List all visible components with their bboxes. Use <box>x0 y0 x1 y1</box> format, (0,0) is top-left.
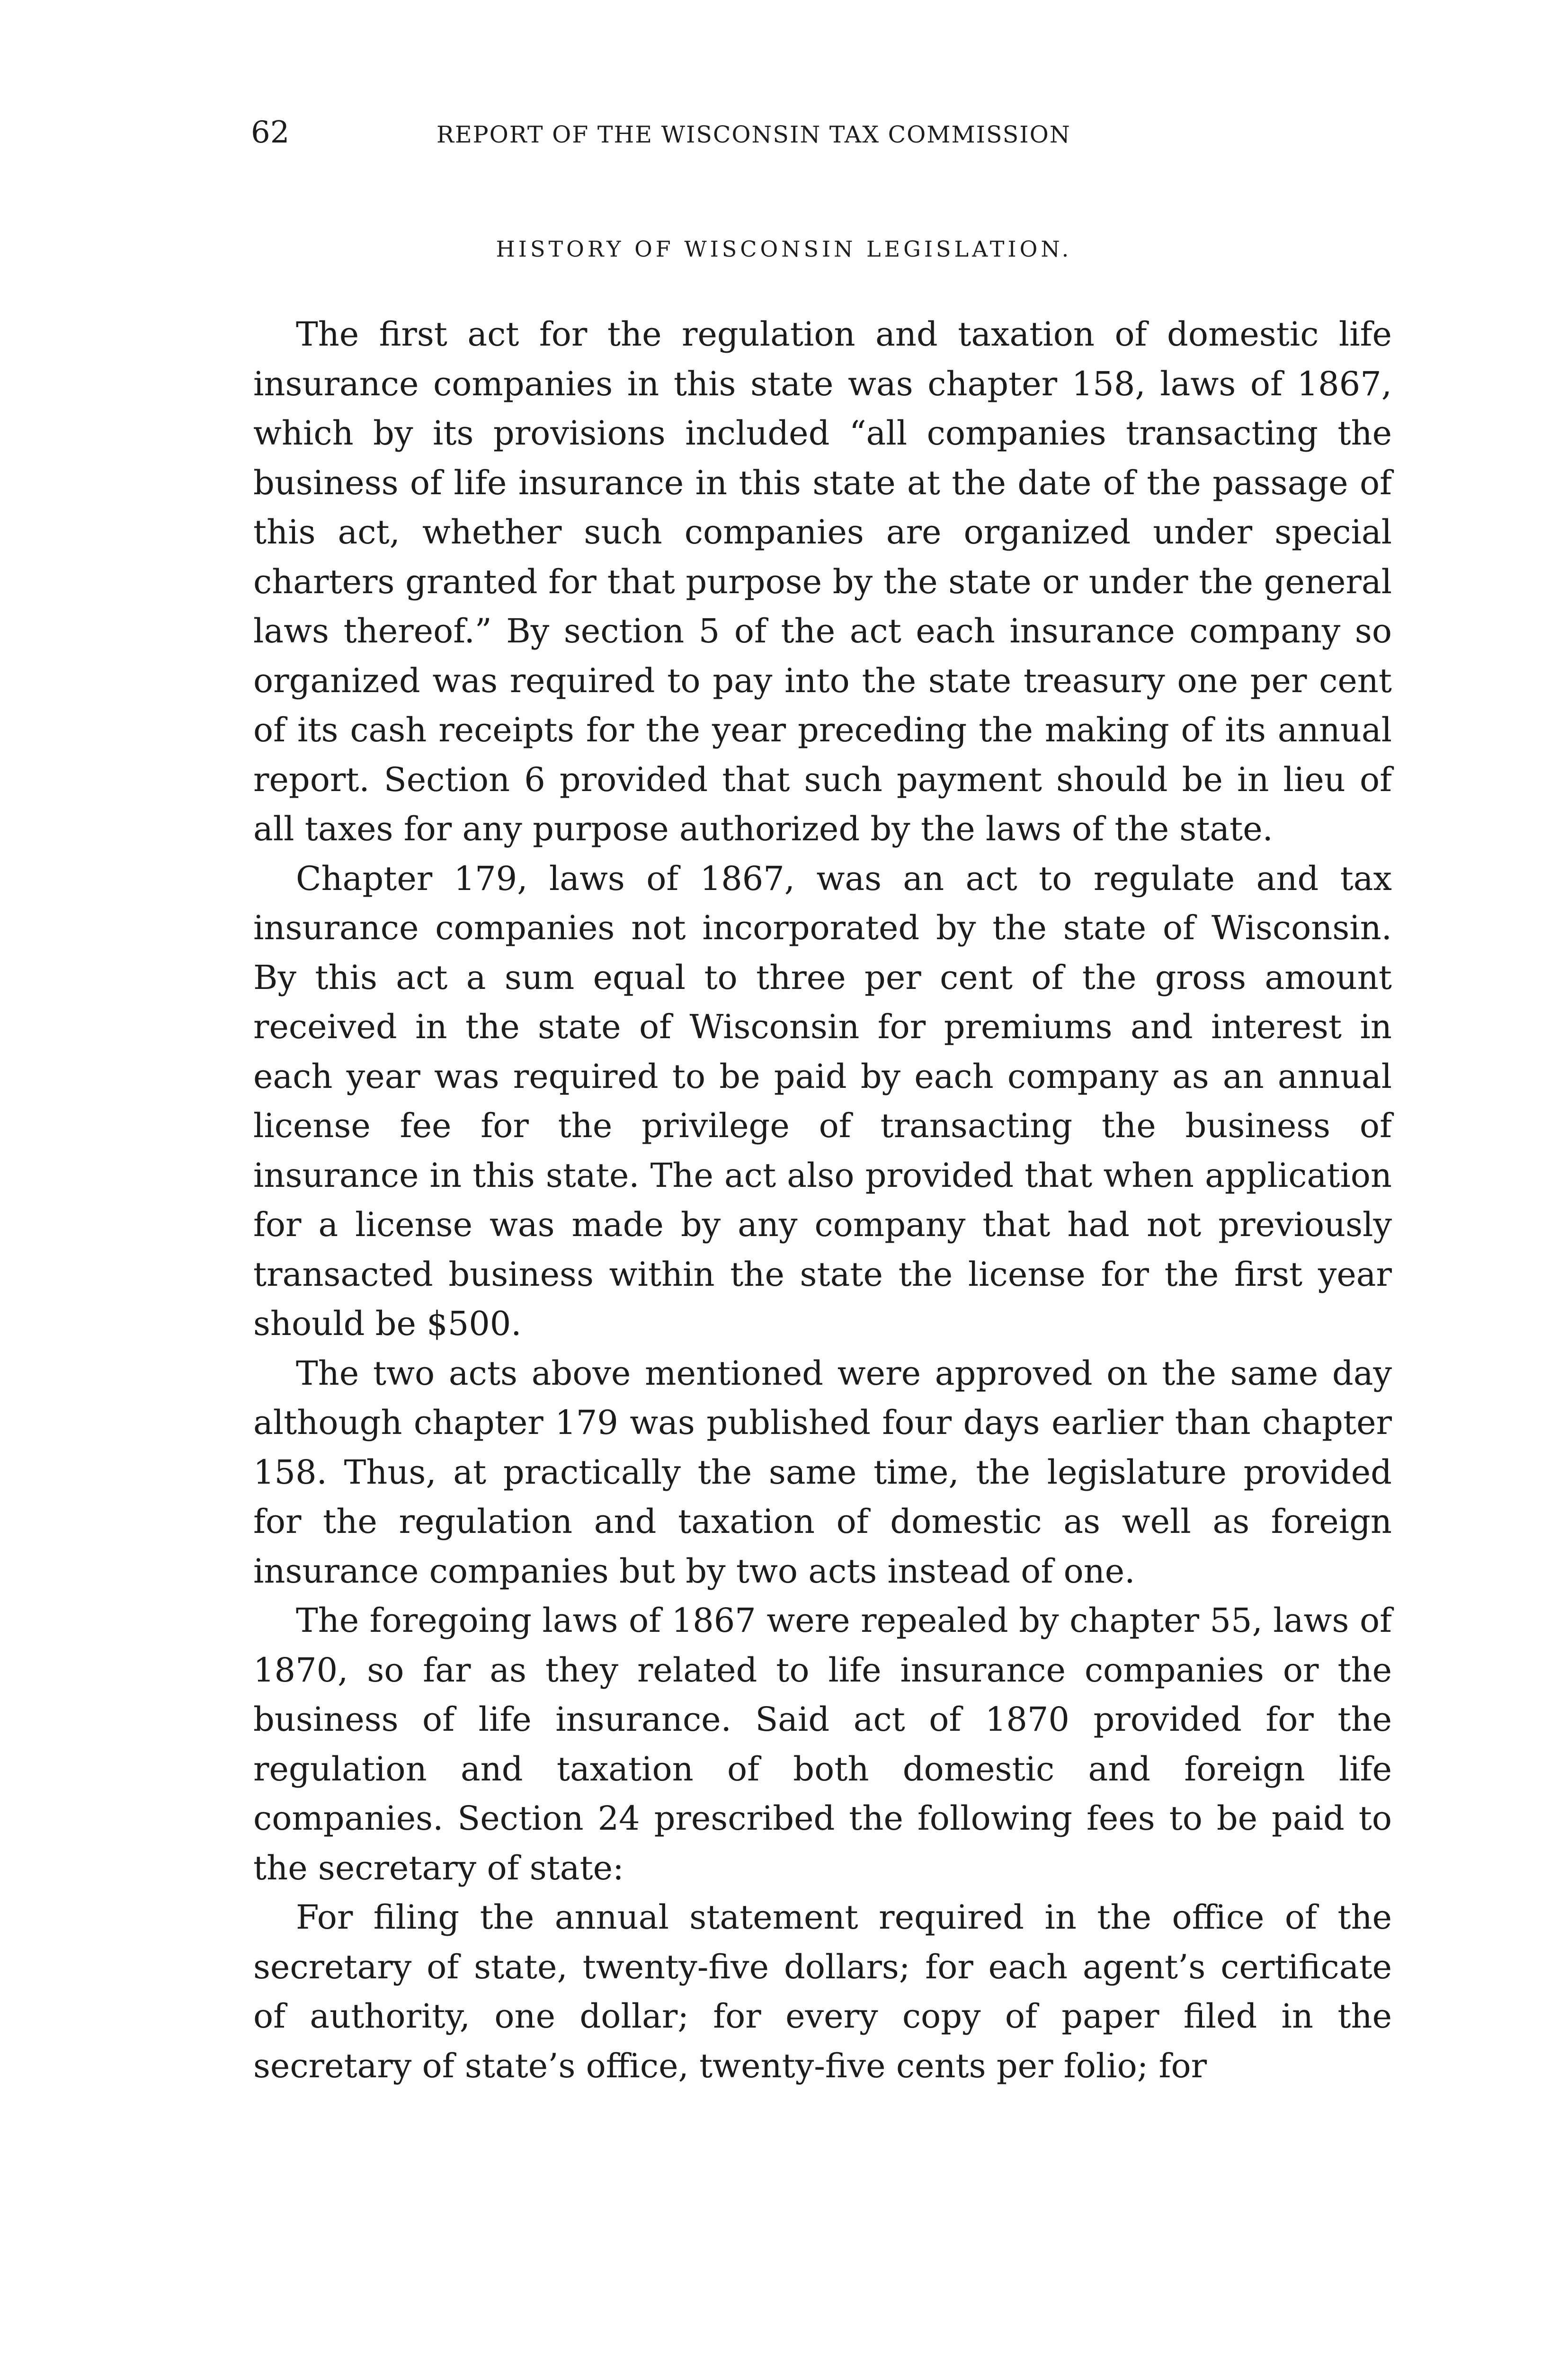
body-text <box>253 310 1392 2091</box>
running-head: REPORT OF THE WISCONSIN TAX COMMISSION <box>437 121 1071 148</box>
paragraph: The two acts above mentioned were approved on the same day although chapter 179 was published four days earlier than chapter 158. Thus, at practically the same time, the legislature provided for the regulation and taxation of domestic as well as foreign insurance companies but by two acts instead of one. <box>253 1353 1392 1591</box>
paragraph: For filing the annual statement required in the office of the secretary of state, twenty-five dollars; for each agent’s certificate of authority, one dollar; for every copy of paper filed in the secretary of state’s office, twenty-five cents per folio; for <box>253 1898 1392 2085</box>
section-heading: HISTORY OF WISCONSIN LEGISLATION. <box>496 236 1072 262</box>
paragraph: The first act for the regulation and taxation of domestic life insurance companies in this state was chapter 158, laws of 1867, which by its provisions included “all companies transacting the business of life insurance in this state at the date of the passage of this act, whether such companies are organized under special charters granted for that purpose by the state or under the general laws thereof.” By section 5 of the act each insurance company so organized was required to pay into the state treasury one per cent of its cash receipts for the year preceding the making of its annual report. Section 6 provided that such payment should be in lieu of all taxes for any purpose authorized by the laws of the state. <box>253 315 1392 848</box>
paragraph: The foregoing laws of 1867 were repealed by chapter 55, laws of 1870, so far as they related to life insurance companies or the business of life insurance. Said act of 1870 provided for the regulation and taxation of both domestic and foreign life companies. Section 24 prescribed the following fees to be paid to the secretary of state: <box>253 1601 1392 1887</box>
page-number: 62 <box>251 115 290 150</box>
paragraph: Chapter 179, laws of 1867, was an act to regulate and tax insurance companies not incorporated by the state of Wisconsin. By this act a sum equal to three per cent of the gross amount received in the state of Wisconsin for premiums and interest in each year was required to be paid by each company as an annual license fee for the privilege of transacting the business of insurance in this state. The act also provided that when application for a license was made by any company that had not previously transacted business within the state the license for the first year should be $500. <box>253 859 1392 1343</box>
